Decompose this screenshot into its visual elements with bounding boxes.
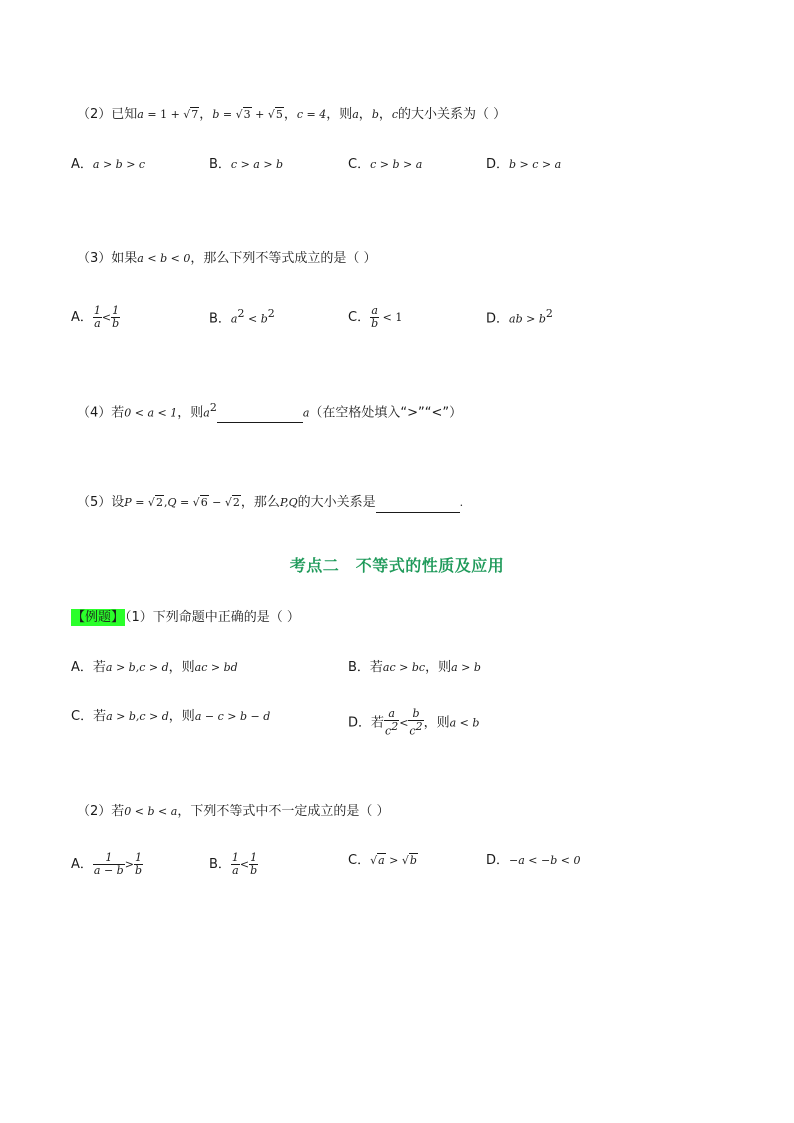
math-var: a bbox=[137, 108, 144, 121]
example-tag: 【例题】 bbox=[72, 610, 125, 625]
sqrt-6: √6 bbox=[192, 496, 208, 509]
math-var: a bbox=[203, 406, 210, 420]
fraction: $\frac{1}{b}$ bbox=[112, 304, 120, 330]
math-expr: = 1 + bbox=[143, 108, 184, 121]
sqrt-2: √2 bbox=[224, 496, 240, 509]
math-op: < bbox=[101, 311, 112, 324]
stem-text: ，则 bbox=[326, 107, 353, 122]
math-expr: < 1 bbox=[379, 311, 403, 324]
fraction: $\frac{a}{b}$ bbox=[371, 304, 379, 330]
stem-text: ，则 bbox=[168, 709, 195, 724]
math-op: − bbox=[208, 496, 225, 509]
ex1-stem bbox=[71, 609, 300, 627]
math-op: + bbox=[251, 108, 268, 121]
answer-blank[interactable] bbox=[217, 404, 303, 423]
q5-stem bbox=[77, 494, 463, 513]
sqrt-3: √3 bbox=[235, 108, 251, 121]
math-expr: a > b bbox=[451, 661, 481, 674]
math-expr: a < b < 0 bbox=[137, 252, 191, 265]
exponent: 2 bbox=[237, 307, 245, 320]
math-expr: = bbox=[219, 108, 236, 121]
q2-option-d[interactable] bbox=[486, 156, 561, 174]
section-heading: 考点二 不等式的性质及应用 bbox=[289, 556, 505, 575]
q2-stem bbox=[77, 106, 506, 124]
q3-option-b[interactable] bbox=[209, 305, 275, 328]
math-expr: a < b bbox=[449, 716, 480, 730]
exponent: 2 bbox=[545, 307, 553, 320]
option-label: C．若 bbox=[71, 709, 107, 724]
math-var: b bbox=[371, 108, 379, 121]
q3-stem bbox=[77, 250, 376, 268]
math-expr: a > b,c > d bbox=[106, 710, 169, 723]
option-label: D． bbox=[486, 157, 510, 172]
stem-text: 设 bbox=[111, 495, 125, 510]
ex1-option-c[interactable] bbox=[71, 708, 270, 726]
math-expr: P = bbox=[124, 496, 148, 509]
stem-text: ， bbox=[358, 107, 372, 122]
stem-text: （在空格处填入“>”“<”） bbox=[309, 405, 463, 421]
math-expr: 0 < b < a bbox=[124, 805, 178, 818]
option-label: B． bbox=[209, 157, 231, 172]
math-expr: a − c > b − d bbox=[194, 710, 271, 723]
fraction: $\frac{1}{b}$ bbox=[134, 851, 142, 877]
option-expr: a > b > c bbox=[92, 158, 146, 171]
stem-text: ，则 bbox=[423, 715, 450, 731]
math-expr: a > b,c > d bbox=[105, 661, 169, 674]
math-expr: P,Q bbox=[279, 496, 298, 509]
math-var: b bbox=[212, 108, 220, 121]
math-op: < bbox=[399, 716, 409, 730]
math-op: > bbox=[124, 858, 134, 871]
stem-text: 如果 bbox=[111, 251, 138, 266]
ex1-option-a[interactable] bbox=[71, 659, 238, 677]
question-number: （4） bbox=[77, 405, 112, 421]
ex2-option-c[interactable] bbox=[348, 852, 418, 870]
question-number: （5） bbox=[77, 495, 112, 510]
q2-option-b[interactable] bbox=[209, 156, 283, 174]
q2-option-a[interactable] bbox=[71, 156, 145, 174]
q3-option-d[interactable] bbox=[486, 305, 553, 328]
sqrt-a: √a bbox=[370, 854, 385, 867]
math-var: a bbox=[230, 312, 238, 326]
option-label: A． bbox=[71, 310, 93, 325]
question-number: （2） bbox=[77, 107, 112, 122]
fraction: $\frac{b}{c^2}$ bbox=[409, 707, 423, 738]
stem-text: ，则 bbox=[168, 660, 195, 675]
option-label: A． bbox=[71, 157, 93, 172]
ex1-option-b[interactable] bbox=[348, 659, 481, 677]
math-var: b bbox=[260, 312, 268, 326]
sqrt-5: √5 bbox=[267, 108, 283, 121]
stem-text: 若 bbox=[111, 405, 125, 421]
fraction: $\frac{1}{a}$ bbox=[231, 851, 239, 877]
stem-text: 已知 bbox=[111, 107, 138, 122]
exponent: 2 bbox=[209, 401, 217, 414]
fraction: $\frac{1}{a - b}$ bbox=[93, 851, 124, 877]
math-op: , bbox=[163, 496, 168, 509]
question-number: （1） bbox=[125, 610, 153, 625]
math-expr: Q = bbox=[167, 496, 193, 509]
option-expr: c > b > a bbox=[370, 158, 423, 171]
stem-text: 若 bbox=[111, 804, 125, 819]
ex1-option-d[interactable] bbox=[348, 708, 479, 738]
option-label: D． bbox=[486, 311, 510, 327]
option-label: B． bbox=[209, 311, 231, 327]
math-var: a bbox=[302, 406, 310, 420]
math-expr: ac > bd bbox=[194, 661, 238, 674]
math-op: > bbox=[385, 854, 402, 867]
sqrt-2: √2 bbox=[147, 496, 163, 509]
stem-text: . bbox=[459, 496, 464, 509]
stem-text: ，那么 bbox=[240, 495, 280, 510]
q3-option-c[interactable] bbox=[348, 305, 402, 330]
option-expr: ab > b bbox=[509, 312, 546, 326]
math-expr: 0 < a < 1 bbox=[124, 406, 178, 420]
option-label: A． bbox=[71, 857, 93, 872]
exponent: 2 bbox=[267, 307, 275, 320]
math-expr: ac > bc bbox=[382, 661, 426, 674]
q4-stem bbox=[77, 399, 462, 423]
math-var: c bbox=[391, 108, 399, 121]
fraction: $\frac{a}{c^2}$ bbox=[385, 707, 399, 738]
option-label: B．若 bbox=[348, 660, 383, 675]
math-var: a bbox=[352, 108, 359, 121]
question-number: （3） bbox=[77, 251, 112, 266]
math-op: < bbox=[239, 858, 250, 871]
option-expr: c > a > b bbox=[230, 158, 284, 171]
ex2-stem bbox=[77, 803, 389, 821]
q2-option-c[interactable] bbox=[348, 156, 422, 174]
stem-text: ，则 bbox=[177, 405, 204, 421]
option-expr: b > c > a bbox=[509, 158, 562, 171]
math-op: < bbox=[244, 312, 261, 326]
stem-text: ， bbox=[199, 107, 213, 122]
stem-text: ，那么下列不等式成立的是（ ） bbox=[190, 251, 377, 266]
stem-text: ，则 bbox=[425, 660, 452, 675]
stem-text: 的大小关系为（ ） bbox=[398, 107, 507, 122]
q3-option-a[interactable] bbox=[71, 305, 120, 330]
sqrt-7: √7 bbox=[183, 108, 199, 121]
stem-text: ， bbox=[283, 107, 297, 122]
fraction: $\frac{1}{b}$ bbox=[250, 851, 258, 877]
option-expr: −a < −b < 0 bbox=[509, 854, 581, 867]
option-label: D． bbox=[486, 853, 510, 868]
option-label: C． bbox=[348, 853, 371, 868]
option-label: C． bbox=[348, 157, 371, 172]
answer-blank[interactable] bbox=[376, 494, 460, 513]
ex2-option-b[interactable] bbox=[209, 852, 258, 877]
stem-text: 下列命题中正确的是（ ） bbox=[152, 610, 300, 625]
stem-text: ，下列不等式中不一定成立的是（ ） bbox=[177, 804, 390, 819]
option-label: D．若 bbox=[348, 715, 385, 731]
question-number: （2） bbox=[77, 804, 112, 819]
ex2-option-a[interactable] bbox=[71, 852, 143, 877]
stem-text: 的大小关系是 bbox=[297, 495, 376, 510]
fraction: $\frac{1}{a}$ bbox=[93, 304, 101, 330]
math-expr: c = 4 bbox=[296, 108, 327, 121]
option-label: C． bbox=[348, 310, 371, 325]
sqrt-b: √b bbox=[401, 854, 417, 867]
option-label: A．若 bbox=[71, 660, 106, 675]
option-label: B． bbox=[209, 857, 231, 872]
stem-text: ， bbox=[378, 107, 392, 122]
ex2-option-d[interactable] bbox=[486, 852, 580, 870]
